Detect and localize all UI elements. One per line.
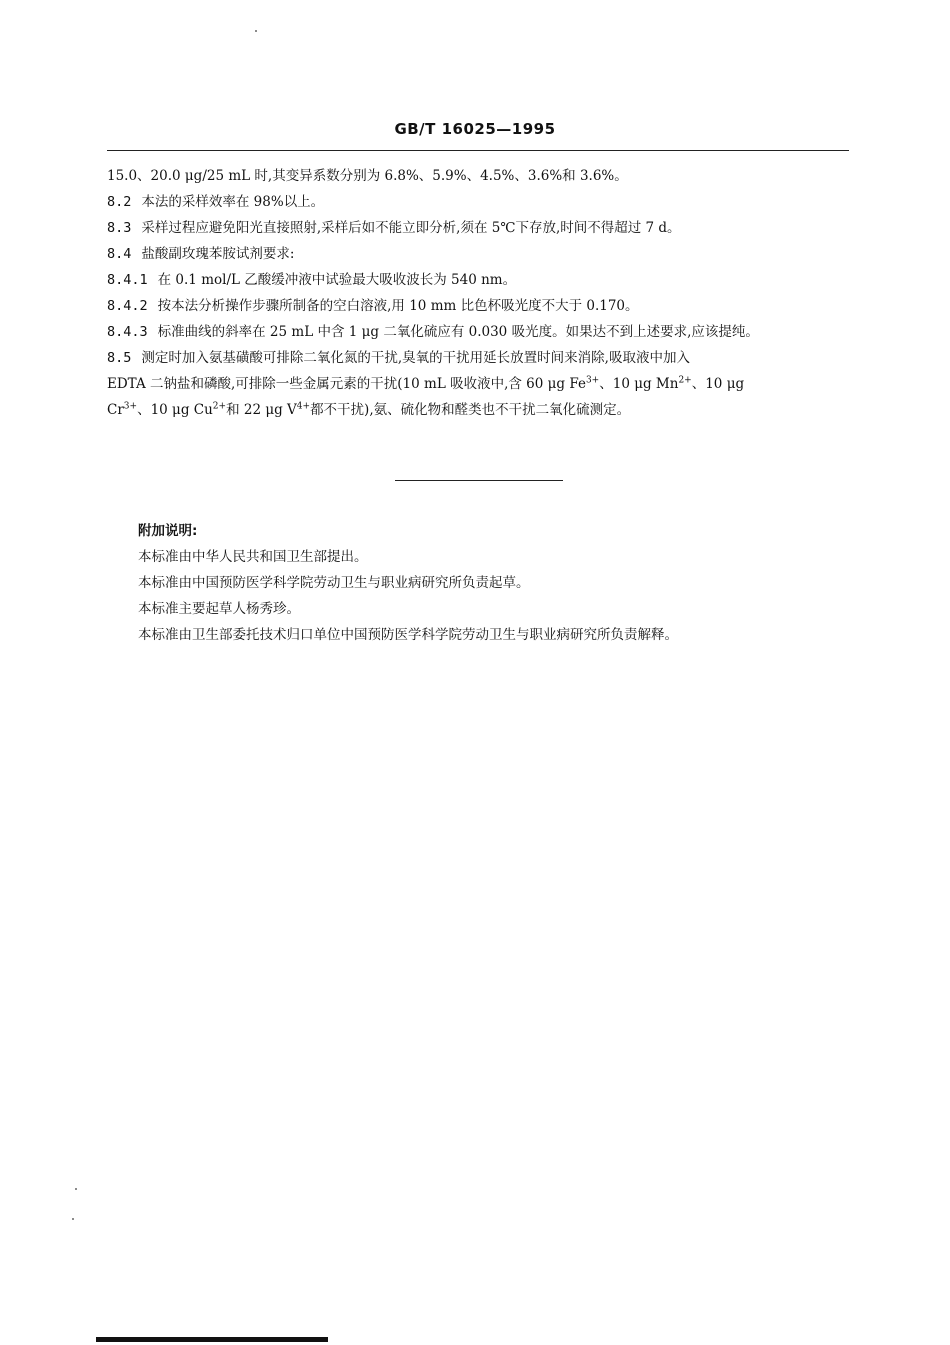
clause-8-5-line-1: [107, 345, 849, 371]
body-text: [107, 163, 849, 423]
additional-note-line: 本标准由中国预防医学科学院劳动卫生与职业病研究所负责起草。: [138, 575, 530, 591]
clause-number: 8.5: [107, 350, 132, 366]
additional-note-line: 本标准由卫生部委托技术归口单位中国预防医学科学院劳动卫生与职业病研究所负责解释。: [138, 627, 678, 643]
clause-number: 8.4.2: [107, 298, 148, 314]
scan-speck: [72, 1218, 74, 1220]
clause-text: 和 22 μg V: [226, 402, 297, 418]
paragraph-text: 15.0、20.0 μg/25 mL 时,其变异系数分别为 6.8%、5.9%、4.5%、3.6%和 3.6%。: [107, 168, 628, 184]
clause-8-3: [107, 215, 849, 241]
section-separator-rule: [395, 480, 563, 481]
clause-text: 在 0.1 mol/L 乙酸缓冲液中试验最大吸收波长为 540 nm。: [157, 272, 517, 288]
additional-notes: [138, 518, 838, 648]
clause-8-4-3: [107, 319, 849, 345]
scan-speck: [75, 1188, 77, 1190]
clause-text: 按本法分析操作步骤所制备的空白溶液,用 10 mm 比色杯吸光度不大于 0.170。: [157, 298, 639, 314]
clause-number: 8.2: [107, 194, 132, 210]
clause-text: EDTA 二钠盐和磷酸,可排除一些金属元素的干扰(10 mL 吸收液中,含 60 μg Fe: [107, 376, 586, 392]
superscript: 2+: [678, 375, 692, 386]
clause-8-5-line-3: [107, 397, 849, 423]
paragraph-variation-coefficients: [107, 163, 849, 189]
clause-text: 、10 μg Mn: [599, 376, 679, 392]
superscript: 3+: [585, 375, 600, 386]
clause-number: 8.4: [107, 246, 132, 262]
clause-8-5-line-2: [107, 371, 849, 397]
scan-edge-bar: [96, 1337, 328, 1342]
superscript: 2+: [212, 401, 227, 412]
clause-8-4: [107, 241, 849, 267]
header-rule: [107, 150, 849, 151]
clause-8-4-1: [107, 267, 849, 293]
clause-text: 盐酸副玫瑰苯胺试剂要求:: [141, 246, 295, 262]
clause-text: 本法的采样效率在 98%以上。: [141, 194, 325, 210]
superscript: 3+: [123, 401, 138, 412]
additional-notes-title: 附加说明:: [138, 523, 198, 539]
clause-number: 8.4.1: [107, 272, 148, 288]
clause-text: Cr: [107, 402, 124, 418]
clause-number: 8.3: [107, 220, 132, 236]
additional-note-line: 本标准主要起草人杨秀珍。: [138, 601, 300, 617]
scan-speck: [255, 30, 257, 32]
clause-text: 都不干扰),氨、硫化物和醛类也不干扰二氧化硫测定。: [310, 402, 631, 418]
clause-number: 8.4.3: [107, 324, 148, 340]
clause-text: 、10 μg Cu: [137, 402, 213, 418]
clause-text: 测定时加入氨基磺酸可排除二氧化氮的干扰,臭氧的干扰用延长放置时间来消除,吸取液中加入: [141, 350, 690, 366]
clause-8-4-2: [107, 293, 849, 319]
superscript: 4+: [296, 401, 311, 412]
clause-text: 标准曲线的斜率在 25 mL 中含 1 μg 二氧化硫应有 0.030 吸光度。如果达不到上述要求,应该提纯。: [157, 324, 759, 340]
clause-text: 、10 μg: [691, 376, 745, 392]
standard-number-header: GB/T 16025—1995: [394, 120, 556, 138]
clause-8-2: [107, 189, 849, 215]
additional-note-line: 本标准由中华人民共和国卫生部提出。: [138, 549, 368, 565]
clause-text: 采样过程应避免阳光直接照射,采样后如不能立即分析,须在 5℃下存放,时间不得超过 7 d。: [141, 220, 681, 236]
